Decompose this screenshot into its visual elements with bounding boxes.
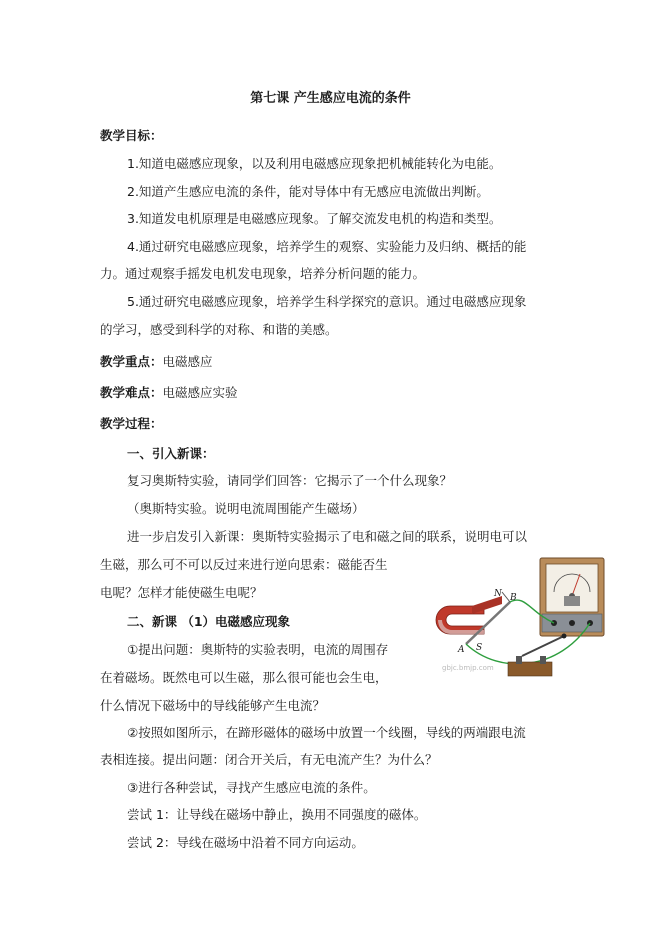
induction-experiment-figure	[430, 552, 609, 682]
new-line-6: ③进行各种尝试，寻找产生感应电流的条件。	[127, 780, 376, 795]
label-n: N	[494, 589, 502, 599]
objective-5-cont: 的学习，感受到科学的对称、和谐的美感。	[100, 322, 338, 337]
difficulty-label: 教学难点：	[100, 385, 163, 400]
objectives-heading: 教学目标：	[100, 128, 163, 143]
new-lesson-heading: 二、新课 （1）电磁感应现象	[127, 614, 291, 629]
process-heading: 教学过程：	[100, 416, 163, 431]
label-s: S	[476, 643, 483, 653]
figure-watermark: gbjc.bmjp.com	[442, 664, 494, 672]
new-line-1: ①提出问题：奥斯特的实验表明，电流的周围存	[127, 642, 389, 657]
new-line-7: 尝试 1：让导线在磁场中静止，换用不同强度的磁体。	[127, 807, 427, 822]
objective-5: 5.通过研究电磁感应现象，培养学生科学探究的意识。通过电磁感应现象	[127, 294, 527, 309]
objective-4: 4.通过研究电磁感应现象，培养学生的观察、实验能力及归纳、概括的能	[127, 239, 527, 254]
new-line-5: 表相连接。提出问题：闭合开关后，有无电流产生？为什么？	[100, 752, 438, 767]
galvanometer-icon	[540, 558, 604, 636]
intro-line-4: 生磁，那么可不可以反过来进行逆向思索：磁能否生	[100, 557, 388, 572]
key-point-label: 教学重点：	[100, 354, 163, 369]
new-line-8: 尝试 2：导线在磁场中沿着不同方向运动。	[127, 835, 364, 850]
objective-1: 1.知道电磁感应现象，以及利用电磁感应现象把机械能转化为电能。	[127, 156, 502, 171]
intro-line-1: 复习奥斯特实验，请同学们回答：它揭示了一个什么现象？	[127, 473, 453, 488]
intro-line-3: 进一步启发引入新课：奥斯特实验揭示了电和磁之间的联系，说明电可以	[127, 529, 528, 544]
intro-heading: 一、引入新课：	[127, 446, 215, 461]
difficulty	[100, 385, 238, 401]
objective-3: 3.知道发电机原理是电磁感应现象。了解交流发电机的构造和类型。	[127, 211, 502, 226]
new-line-3: 什么情况下磁场中的导线能够产生电流？	[100, 698, 326, 713]
key-point	[100, 354, 213, 370]
new-line-4: ②按照如图所示，在蹄形磁体的磁场中放置一个线圈，导线的两端跟电流	[127, 725, 526, 740]
key-point-text: 电磁感应	[162, 354, 213, 369]
objective-2: 2.知道产生感应电流的条件，能对导体中有无感应电流做出判断。	[127, 184, 489, 199]
intro-line-5: 电呢？怎样才能使磁生电呢？	[100, 585, 263, 600]
difficulty-text: 电磁感应实验	[162, 385, 238, 400]
objective-4-cont: 力。通过观察手摇发电机发电现象，培养分析问题的能力。	[100, 266, 426, 281]
page-title: 第七课 产生感应电流的条件	[250, 91, 411, 106]
new-line-2: 在着磁场。既然电可以生磁，那么很可能也会生电，	[100, 670, 388, 685]
label-a: A	[458, 645, 465, 655]
intro-line-2: （奥斯特实验。说明电流周围能产生磁场）	[127, 501, 365, 516]
label-b: B	[510, 593, 517, 603]
